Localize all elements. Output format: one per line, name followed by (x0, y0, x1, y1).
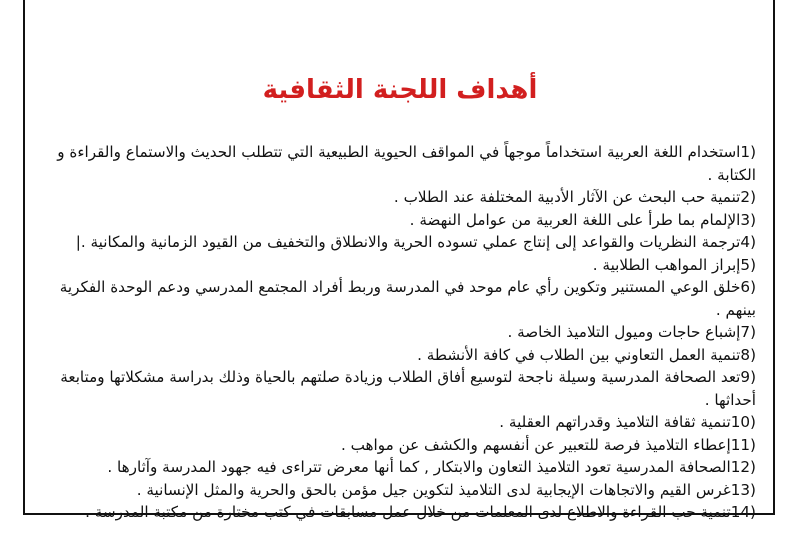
goal-item-10 (28, 411, 756, 434)
goal-number: 6) (740, 278, 756, 296)
goal-text: ترجمة النظريات والقواعد إلى إنتاج عملي تسوده الحرية والانطلاق والتخفيف من القيود الزمانية والمكانية .| (75, 233, 741, 251)
goal-item-8 (28, 344, 756, 367)
goal-number: 7) (740, 323, 756, 341)
goal-text: الإلمام بما طرأ على اللغة العربية من عوامل النهضة . (409, 210, 741, 229)
goal-item-2 (28, 186, 756, 209)
goal-number: 12) (730, 458, 756, 476)
goal-number: 14) (730, 503, 756, 521)
goal-item-12 (28, 456, 756, 479)
goal-number: 3) (740, 210, 756, 229)
goal-item-13 (28, 479, 756, 502)
goal-text: تعد الصحافة المدرسية وسيلة ناجحة لتوسيع أفاق الطلاب وزيادة صلتهم بالحياة وذلك بدراسة مشكلاتها ومتابعة أحداثها . (60, 368, 756, 409)
goal-number: 11) (730, 435, 756, 454)
goal-item-1 (28, 141, 756, 186)
goal-number: 10) (730, 413, 756, 431)
document-title: أهداف اللجنة الثقافية (262, 75, 538, 106)
goal-text: تنمية العمل التعاوني بين الطلاب في كافة الأنشطة . (417, 345, 741, 364)
goal-item-4 (28, 231, 756, 254)
goal-text: خلق الوعي المستنير وتكوين رأي عام موحد في المدرسة وربط أفراد المجتمع المدرسي ودعم الوحدة الفكرية بينهم . (59, 278, 756, 319)
goal-text: إعطاء التلاميذ فرصة للتعبير عن أنفسهم والكشف عن مواهب . (340, 435, 731, 454)
goal-number: 1) (740, 143, 756, 161)
goal-text: تنمية حب البحث عن الآثار الأدبية المختلفة عند الطلاب . (393, 188, 741, 206)
goal-number: 8) (740, 345, 756, 364)
goal-text: إشباع حاجات وميول التلاميذ الخاصة . (507, 323, 741, 341)
goals-list (28, 141, 756, 524)
goal-number: 4) (740, 233, 756, 251)
goal-item-9 (28, 366, 756, 411)
goal-text: تنمية ثقافة التلاميذ وقدراتهم العقلية . (499, 413, 731, 431)
goal-number: 13) (730, 480, 756, 499)
goal-item-5 (28, 254, 756, 277)
goal-item-6 (28, 276, 756, 321)
goal-item-3 (28, 209, 756, 232)
goal-text: إبراز المواهب الطلابية . (592, 255, 741, 274)
goal-text: تنمية حب القراءة والاطلاع لدى المعلمات من خلال عمل مسابقات في كتب مختارة من مكتبة المدرسة . (85, 503, 731, 521)
goal-item-11 (28, 434, 756, 457)
goal-text: استخدام اللغة العربية استخداماً موجهاً في المواقف الحيوية الطبيعية التي تتطلب الحديث والاستماع والقراءة و الكتابة . (57, 143, 756, 184)
goal-number: 5) (740, 255, 756, 274)
goal-number: 9) (740, 368, 756, 386)
goal-item-14 (28, 501, 756, 524)
goal-number: 2) (740, 188, 756, 206)
goal-text: الصحافة المدرسية تعود التلاميذ التعاون والابتكار , كما أنها معرض تتراءى فيه جهود المدرسة وآثارها . (107, 458, 731, 476)
goal-text: غرس القيم والاتجاهات الإيجابية لدى التلاميذ لتكوين جيل مؤمن بالحق والحرية والمثل الإنسانية . (136, 480, 731, 499)
goal-item-7 (28, 321, 756, 344)
